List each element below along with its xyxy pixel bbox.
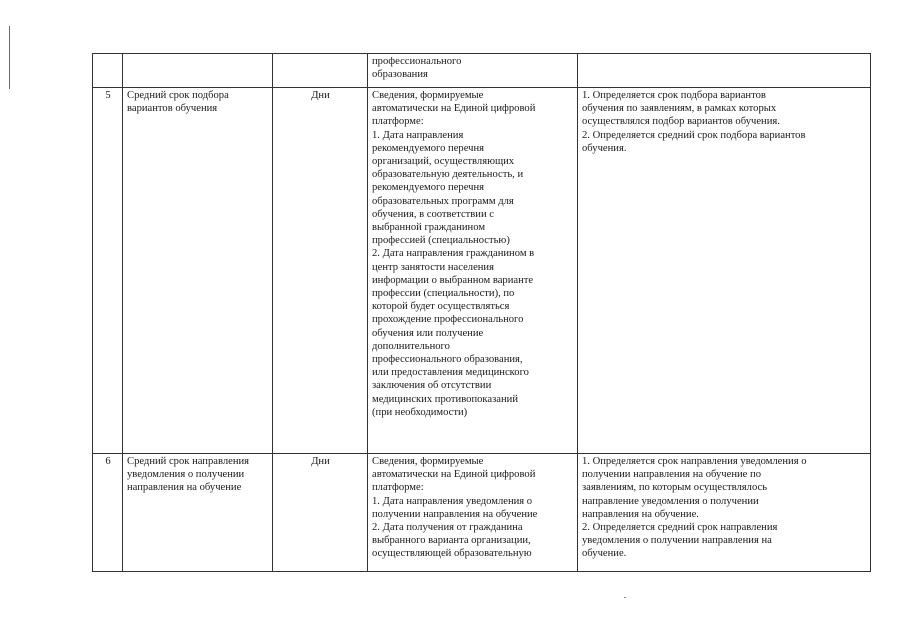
text-line: заявлениям, по которым осуществлялось [582, 482, 768, 494]
text-line: 1. Определяется срок направления уведомления о [582, 456, 807, 467]
text-line: осуществляющей образовательную [372, 548, 532, 560]
text-line: выбранного варианта организации, [372, 535, 531, 547]
scan-speck [624, 597, 626, 598]
margin-binding-mark [9, 26, 10, 89]
text-line: профессионального [372, 56, 462, 67]
text-line: образовательных программ для [372, 195, 514, 207]
indicator-name-cell [123, 454, 273, 572]
text-line: центр занятости населения [372, 261, 494, 273]
text-line: (при необходимости) [372, 406, 468, 418]
text-line: автоматически на Единой цифровой [372, 469, 536, 481]
text-line: вариантов обучения [127, 103, 218, 115]
text-line: получении направления на обучение [372, 508, 538, 520]
text-line: Средний срок направления [127, 456, 250, 467]
text-line: профессией (специальностью) [372, 235, 510, 247]
text-line: заключения об отсутствии [372, 380, 492, 392]
indicators-table-body [93, 54, 871, 572]
text-line: получении направления на обучение по [582, 469, 761, 481]
text-line: медицинских противопоказаний [372, 393, 518, 405]
data-source-cell [368, 54, 578, 88]
unit-cell: Дни [273, 88, 368, 454]
text-line: обучения или получение [372, 327, 484, 339]
text-line: обучение. [582, 548, 627, 560]
indicator-name-cell [123, 88, 273, 454]
text-line: или предоставления медицинского [372, 367, 529, 379]
text-line: автоматически на Единой цифровой [372, 103, 536, 115]
indicators-table [92, 53, 871, 572]
calculation-method-cell [578, 54, 871, 88]
text-line: направления на обучение [127, 482, 242, 494]
text-line: информации о выбранном варианте [372, 274, 534, 286]
indicator-name-cell [123, 54, 273, 88]
text-line: дополнительного [372, 340, 450, 352]
text-line: 1. Дата направления [372, 129, 464, 141]
row-number-cell [93, 54, 123, 88]
text-line: Сведения, формируемые [372, 456, 484, 467]
text-line: 2. Определяется средний срок направления [582, 522, 778, 534]
text-line: платформе: [372, 482, 424, 494]
data-source-cell [368, 454, 578, 572]
text-line: организаций, осуществляющих [372, 156, 515, 168]
text-line: обучения по заявлениям, в рамках которых [582, 103, 777, 115]
text-line: прохождение профессионального [372, 314, 524, 326]
text-line: уведомления о получении [127, 469, 245, 481]
text-line: 2. Дата направления гражданином в [372, 248, 535, 260]
text-line: уведомления о получении направления на [582, 535, 772, 547]
text-line: 1. Дата направления уведомления о [372, 495, 533, 507]
text-line: осуществлялся подбор вариантов обучения. [582, 116, 780, 128]
text-line: образовательную деятельность, и [372, 169, 524, 181]
table-row [93, 454, 871, 572]
text-line: направление уведомления о получении [582, 495, 759, 507]
text-line: 1. Определяется срок подбора вариантов [582, 90, 766, 101]
text-line: образования [372, 69, 428, 81]
text-line: рекомендуемого перечня [372, 142, 485, 154]
text-line: 2. Дата получения от гражданина [372, 522, 523, 534]
calculation-method-cell [578, 88, 871, 454]
text-line: профессионального образования, [372, 354, 523, 366]
row-number-cell: 6 [93, 454, 123, 572]
table-row [93, 88, 871, 454]
text-line: направления на обучение. [582, 508, 699, 520]
text-line: выбранной гражданином [372, 222, 486, 234]
unit-cell: Дни [273, 454, 368, 572]
text-line: обучения. [582, 142, 627, 154]
text-line: профессии (специальности), по [372, 288, 515, 300]
row-number-cell: 5 [93, 88, 123, 454]
data-source-cell [368, 88, 578, 454]
text-line: которой будет осуществляться [372, 301, 510, 313]
calculation-method-cell [578, 454, 871, 572]
unit-cell [273, 54, 368, 88]
table-row [93, 54, 871, 88]
text-line: Средний срок подбора [127, 90, 229, 101]
text-line: Сведения, формируемые [372, 90, 484, 101]
text-line: 2. Определяется средний срок подбора вариантов [582, 129, 806, 141]
text-line: платформе: [372, 116, 424, 128]
text-line: рекомендуемого перечня [372, 182, 485, 194]
text-line: обучения, в соответствии с [372, 208, 494, 220]
